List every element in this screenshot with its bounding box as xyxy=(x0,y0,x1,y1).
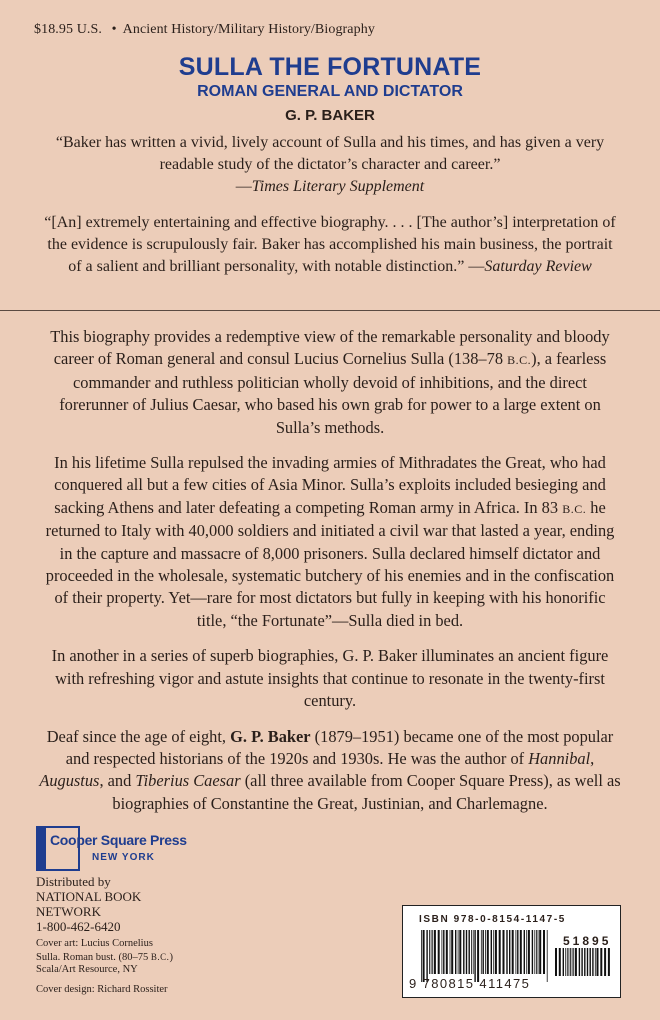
barcode-bar xyxy=(491,930,492,974)
barcode-bar xyxy=(446,930,448,974)
quote-1 xyxy=(40,132,620,198)
barcode-bar xyxy=(592,948,593,976)
barcode-bar xyxy=(516,930,517,974)
publisher-logo xyxy=(36,826,187,871)
barcode-bar xyxy=(471,930,472,974)
barcode-bar xyxy=(520,930,522,974)
ean-barcode-bars xyxy=(421,930,549,982)
cover-credits xyxy=(36,938,173,1003)
distribution-info xyxy=(36,874,141,934)
barcode-bar xyxy=(590,948,591,976)
bullet: • xyxy=(111,22,117,37)
barcode-bar xyxy=(579,948,580,976)
barcode-bar xyxy=(555,948,557,976)
barcode-bar xyxy=(595,948,596,976)
p1-bc: B.C. xyxy=(507,353,532,368)
book-title: SULLA THE FORTUNATE xyxy=(178,53,482,81)
barcode-bar xyxy=(499,930,501,974)
book-subtitle: ROMAN GENERAL AND DICTATOR xyxy=(197,83,463,100)
book-author: G. P. BAKER xyxy=(285,107,375,124)
barcode-bar xyxy=(534,930,535,974)
description-paragraph-2 xyxy=(38,452,622,632)
barcode-bar xyxy=(528,930,530,974)
barcode-bar xyxy=(421,930,422,982)
cover-art-line-2: Sulla. Roman bust. (80–75 xyxy=(36,951,151,963)
barcode-bar xyxy=(569,948,570,976)
barcode-bar xyxy=(573,948,574,976)
ean-digits: 9 780815 411475 xyxy=(409,976,531,991)
barcode-bar xyxy=(466,930,467,974)
p2-text-b: he returned to Italy with 40,000 soldiers and initiated a civil war that lasted a year, ending in the capture and massacre of 8,000 prisoners. Sulla declared himself dictator and proceeded in the wholesale, systematic butchery of his enemies and in the confiscation of their property. Yet—rare for most dictators but fully in keeping with his honorific title, “the Fortunate”—Sulla died in bed. xyxy=(45,497,615,630)
p1-text-b: ), a fearless commander and ruthless politician wholly devoid of inhibitions, and the direct forerunner of Julius Caesar, who based his own grab for power to a large extent on Sulla’s methods. xyxy=(59,349,607,437)
quote-1-text: “Baker has written a vivid, lively account of Sulla and his times, and has given a very readable study of the dictator’s character and career.” xyxy=(55,134,605,173)
cover-art-line-1: Cover art: Lucius Cornelius xyxy=(36,938,153,949)
barcode-bar xyxy=(565,948,566,976)
barcode-bar xyxy=(572,948,573,976)
description-paragraph-3: In another in a series of superb biographies, G. P. Baker illuminates an ancient figure with refreshing vigor and astute insights that continue to resonate in the twenty-first century. xyxy=(51,646,609,711)
cover-art-credit xyxy=(36,938,173,977)
description xyxy=(38,326,622,828)
barcode-bar xyxy=(443,930,444,974)
barcode-bar xyxy=(483,930,484,974)
barcode-bar xyxy=(495,930,497,974)
publisher-name: Cooper Square Press xyxy=(50,832,187,848)
barcode-bar xyxy=(587,948,588,976)
distributed-by: Distributed by xyxy=(36,874,111,889)
p2-text-a: In his lifetime Sulla repulsed the invading armies of Mithradates the Great, who had conquered all but a few cities of Asia Minor. Sulla’s exploits included besieging and sacking Athens and later defeating a competing Roman army in Africa. In 83 xyxy=(54,453,606,517)
barcode-bar xyxy=(608,948,610,976)
publisher-city: NEW YORK xyxy=(92,852,155,863)
barcode-bar xyxy=(567,948,568,976)
barcode-bar xyxy=(575,948,577,976)
quote-1-source: Times Literary Supplement xyxy=(251,178,425,195)
p4-text-b: (1879–1951) became one of the most popular and respected historians of the 1920s and 1930s. He was the author of xyxy=(65,726,614,768)
barcode-bar xyxy=(570,948,571,976)
barcode-bar xyxy=(493,930,494,974)
p4-and: , and xyxy=(99,771,136,791)
isbn-text: ISBN 978-0-8154-1147-5 xyxy=(419,914,566,925)
barcode-bar xyxy=(432,930,433,974)
p2-bc: B.C. xyxy=(562,501,587,516)
barcode-bar xyxy=(547,930,548,982)
barcode-bar xyxy=(469,930,470,974)
distributor-line-1: NATIONAL BOOK xyxy=(36,889,142,904)
barcode-bar xyxy=(463,930,464,974)
p4-text-e: (all three available from Cooper Square Press), as well as biographies of Constantine the Great, Justinian, and Charlemagne. xyxy=(112,771,621,813)
cover-art-bc: B.C. xyxy=(150,951,170,962)
price-code: 51895 xyxy=(563,934,612,948)
author-name-bold: G. P. Baker xyxy=(230,726,311,746)
title-block xyxy=(0,52,660,128)
barcode-bar xyxy=(506,930,507,974)
barcode-bar xyxy=(423,930,425,982)
barcode-bar xyxy=(536,930,537,974)
p1-text-a: This biography provides a redemptive view of the remarkable personality and bloody career of Roman general and consul Lucius Cornelius Sulla (138–78 xyxy=(50,327,610,369)
barcode-bar xyxy=(485,930,486,974)
book-tiberius-caesar: Tiberius Caesar xyxy=(135,771,241,791)
barcode-bar xyxy=(524,930,525,974)
barcode-bar xyxy=(584,948,585,976)
description-paragraph-1 xyxy=(38,326,622,439)
barcode-bar xyxy=(487,930,489,974)
quote-2 xyxy=(40,212,620,278)
quote-1-dash: — xyxy=(235,178,252,195)
barcode-bar xyxy=(459,930,461,974)
p4-comma: , xyxy=(590,748,595,768)
p4-text-a: Deaf since the age of eight, xyxy=(46,726,231,746)
barcode-bar xyxy=(450,930,451,974)
barcode-bar xyxy=(426,930,427,982)
barcode-bar xyxy=(434,930,436,974)
cover-art-paren: ) xyxy=(169,951,173,963)
barcode-bar xyxy=(532,930,533,974)
barcode-bar xyxy=(597,948,599,976)
barcode-bar xyxy=(526,930,527,974)
barcode-bar xyxy=(474,930,475,982)
description-paragraph-4 xyxy=(38,726,622,816)
quote-2-dash: — xyxy=(464,258,485,275)
barcode-bar xyxy=(604,948,606,976)
barcode-bar xyxy=(517,930,518,974)
barcode-bar xyxy=(563,948,564,976)
price: $18.95 xyxy=(34,22,74,37)
barcode-bar xyxy=(600,948,602,976)
barcode-bar xyxy=(512,930,514,974)
barcode-bar xyxy=(451,930,453,974)
distributor-phone: 1-800-462-6420 xyxy=(36,919,121,934)
barcode-bar xyxy=(431,930,432,974)
barcode-bar xyxy=(458,930,459,974)
barcode-bar xyxy=(539,930,541,974)
barcode-bar xyxy=(438,930,440,974)
addon-barcode-bars xyxy=(555,948,610,984)
region: U.S. xyxy=(76,22,103,37)
barcode-bar xyxy=(581,948,582,976)
barcode-bar xyxy=(543,930,545,974)
barcode-bar xyxy=(503,930,505,974)
book-augustus: Augustus xyxy=(39,771,100,791)
review-quotes xyxy=(40,132,620,292)
barcode-bar xyxy=(509,930,510,974)
barcode xyxy=(402,905,621,998)
quote-2-text: “[An] extremely entertaining and effective biography. . . . [The author’s] interpretation of the evidence is scrupulously fair. Baker has accomplished his main business, the portrait of a salient and brilliant personality, with notable distinction.” xyxy=(44,214,616,275)
barcode-bar xyxy=(559,948,561,976)
barcode-bar xyxy=(429,930,430,974)
header-line xyxy=(34,22,375,38)
publisher-logo-mark xyxy=(36,826,187,871)
divider xyxy=(0,310,660,311)
barcode-bar xyxy=(538,930,539,974)
quote-2-source: Saturday Review xyxy=(484,258,592,275)
cover-art-line-3: Scala/Art Resource, NY xyxy=(36,964,138,975)
categories: Ancient History/Military History/Biography xyxy=(122,22,375,37)
barcode-bar xyxy=(481,930,482,974)
barcode-bar xyxy=(473,930,474,974)
book-hannibal: Hannibal xyxy=(528,748,591,768)
cover-design-credit: Cover design: Richard Rossiter xyxy=(36,983,168,995)
barcode-bar xyxy=(455,930,456,974)
barcode-bar xyxy=(442,930,443,974)
barcode-bar xyxy=(477,930,479,982)
distributor-line-2: NETWORK xyxy=(36,904,101,919)
